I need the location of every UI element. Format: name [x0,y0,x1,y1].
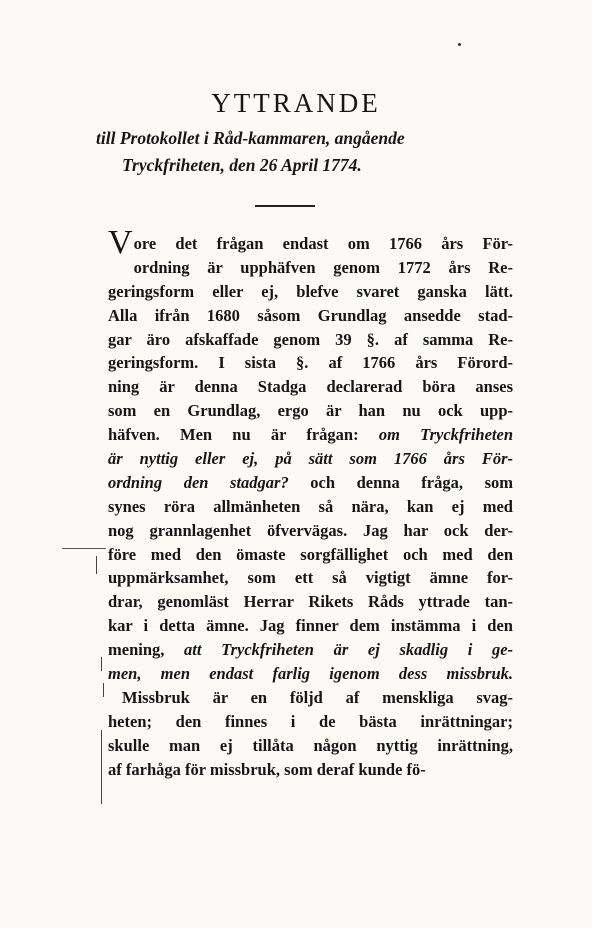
body-line: skulle man ej tillåta någon nyttig inrättning, [108,735,513,755]
body-line [108,662,513,686]
body-line: geringsform eller ej, blefve svaret ganska lätt. [108,281,513,301]
subtitle-line-1: till Protokollet i Råd-kammaren, angående [96,128,405,148]
italic-phrase: att Tryckfriheten är ej skadlig i ge- [184,640,514,660]
italic-phrase: är nyttig eller ej, på sätt som 1766 års För- [108,449,513,469]
italic-phrase: ordning den stadgar? [108,472,289,492]
body-line-text: och denna fråga, som [310,472,514,492]
body-line-text: ore det frågan endast om 1766 års För- [133,234,513,253]
body-line-text: häfven. Men nu är frågan: [108,425,359,445]
body-line: kar i detta ämne. Jag finner dem instämma i den [108,616,513,636]
margin-line [62,548,106,549]
body-line: af farhåga för missbruk, som deraf kunde fö- [108,759,426,779]
italic-phrase: men, men endast farlig igenom dess missbruk. [108,664,513,684]
title-rule [255,205,315,207]
body-line: före med den ömaste sorgfällighet och med den [108,544,513,564]
margin-line [101,657,102,671]
body-line: nog grannlagenhet öfvervägas. Jag har ock der- [108,520,513,540]
body-line: synes röra allmänheten så nära, kan ej med [108,496,513,516]
body-line: Missbruk är en följd af menskliga svag- [122,687,513,707]
body-line: heten; den finnes i de bästa inrättningar; [108,711,513,731]
body-line [108,423,513,447]
body-line [108,471,513,495]
body-line: geringsform. I sista §. af 1766 års Förord- [108,353,513,373]
body-line: drar, genomläst Herrar Rikets Råds yttrade tan- [108,592,513,612]
body-line [108,224,513,261]
body-line: Alla ifrån 1680 såsom Grundlag ansedde stad- [108,305,513,325]
body-line [108,638,513,662]
body-line: ordning är upphäfven genom 1772 års Re- [133,257,513,277]
body-text [108,224,514,781]
body-line: ning är denna Stadga declarerad böra anses [108,377,513,397]
body-line [108,447,513,471]
body-line-text: mening, [108,640,165,660]
body-line: som en Grundlag, ergo är han nu ock upp- [108,401,513,421]
margin-line [96,556,97,574]
document-title: YTTRANDE [211,88,381,118]
italic-phrase: om Tryckfriheten [378,425,513,445]
subtitle-line-2: Tryckfriheten, den 26 April 1774. [122,155,362,175]
margin-line [101,730,102,804]
margin-line [103,683,104,697]
body-line: uppmärksamhet, som ett så vigtigt ämne for- [108,568,513,588]
body-line: gar äro afskaffade genom 39 §. af samma Re- [108,329,513,349]
drop-cap: V [108,224,133,261]
ink-dot [458,43,461,46]
